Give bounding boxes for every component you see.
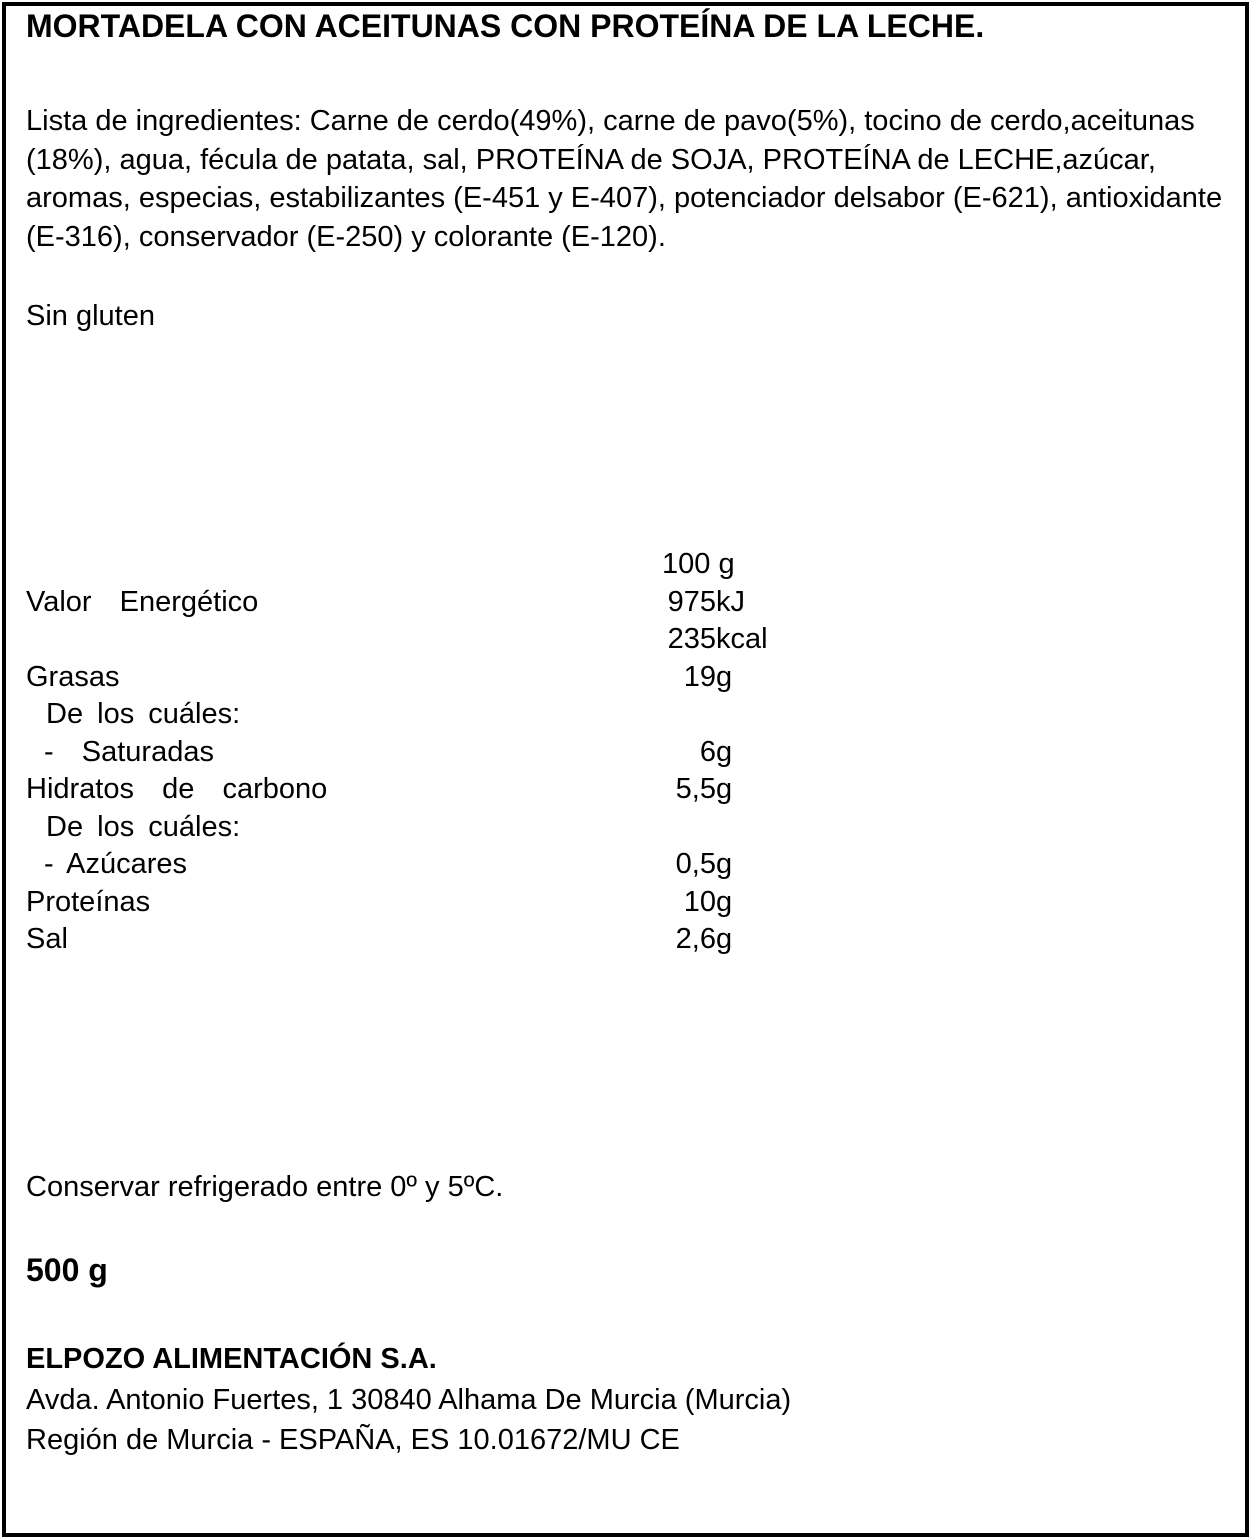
nutrient-value: 235 <box>667 623 716 655</box>
nutrient-unit: g <box>716 773 733 805</box>
nutrient-label: Hidratos de carbono <box>26 773 328 805</box>
nutrient-value: 975 <box>667 585 716 618</box>
company-address <box>26 1380 791 1460</box>
nutrition-row-sugars <box>26 846 826 884</box>
nutrition-row-fat <box>26 659 826 697</box>
nutrition-row-of-which-carbs <box>26 809 826 847</box>
nutrient-unit: g <box>716 735 733 768</box>
nutrient-label: - Saturadas <box>44 735 214 768</box>
nutrient-unit: g <box>716 660 733 693</box>
nutrient-label: Proteínas <box>26 885 151 918</box>
nutrient-value: 0,5 <box>675 848 716 880</box>
nutrition-row-proteins <box>26 884 826 922</box>
nutrition-table <box>26 546 826 959</box>
nutrition-row-carbohydrates <box>26 771 826 809</box>
nutrient-label: Grasas <box>26 660 120 693</box>
nutrient-unit: kcal <box>716 623 768 655</box>
nutrition-header-row <box>26 546 826 584</box>
nutrition-row-of-which-fat <box>26 696 826 734</box>
nutrient-label: - Azúcares <box>44 848 187 880</box>
company-name: ELPOZO ALIMENTACIÓN S.A. <box>26 1343 437 1375</box>
nutrient-label: De los cuáles: <box>46 698 241 730</box>
gluten-free-note: Sin gluten <box>26 300 155 332</box>
nutrition-row-saturated <box>26 734 826 772</box>
nutrient-value: 5,5 <box>675 773 716 805</box>
nutrient-value: 19 <box>683 660 716 693</box>
nutrient-label: Sal <box>26 923 68 955</box>
nutrition-row-energy-kj <box>26 584 826 622</box>
nutrient-unit: g <box>716 923 733 955</box>
nutrient-label: Valor Energético <box>26 585 259 618</box>
nutrition-row-salt <box>26 921 826 959</box>
nutrient-value: 10 <box>683 885 716 918</box>
nutrient-unit: g <box>716 885 733 918</box>
nutrient-value: 2,6 <box>675 923 716 955</box>
address-line-1: Avda. Antonio Fuertes, 1 30840 Alhama De Murcia (Murcia) <box>26 1384 792 1416</box>
nutrition-row-energy-kcal <box>26 621 826 659</box>
storage-instructions: Conservar refrigerado entre 0º y 5ºC. <box>26 1171 504 1203</box>
address-line-2: Región de Murcia - ESPAÑA, ES 10.01672/MU CE <box>26 1424 680 1456</box>
nutrient-unit: kJ <box>716 585 745 618</box>
product-title: MORTADELA CON ACEITUNAS CON PROTEÍNA DE LA LECHE. <box>26 8 985 44</box>
nutrient-unit: g <box>716 848 733 880</box>
per-100g-header: 100 g <box>662 548 735 580</box>
nutrient-value: 6 <box>699 735 716 768</box>
net-weight: 500 g <box>26 1252 108 1288</box>
ingredients-list: Lista de ingredientes: Carne de cerdo(49%), carne de pavo(5%), tocino de cerdo,aceitunas (18%), agua, fécula de patata, sal, PROTEÍNA de SOJA, PROTEÍNA de LECHE,azúcar, aromas, especias, estabilizantes (E-451 y E-407), potenciador delsabor (E-621), antioxidante (E-316), conservador (E-250) y colorante (E-120). <box>26 105 1223 253</box>
nutrient-label: De los cuáles: <box>46 810 241 843</box>
